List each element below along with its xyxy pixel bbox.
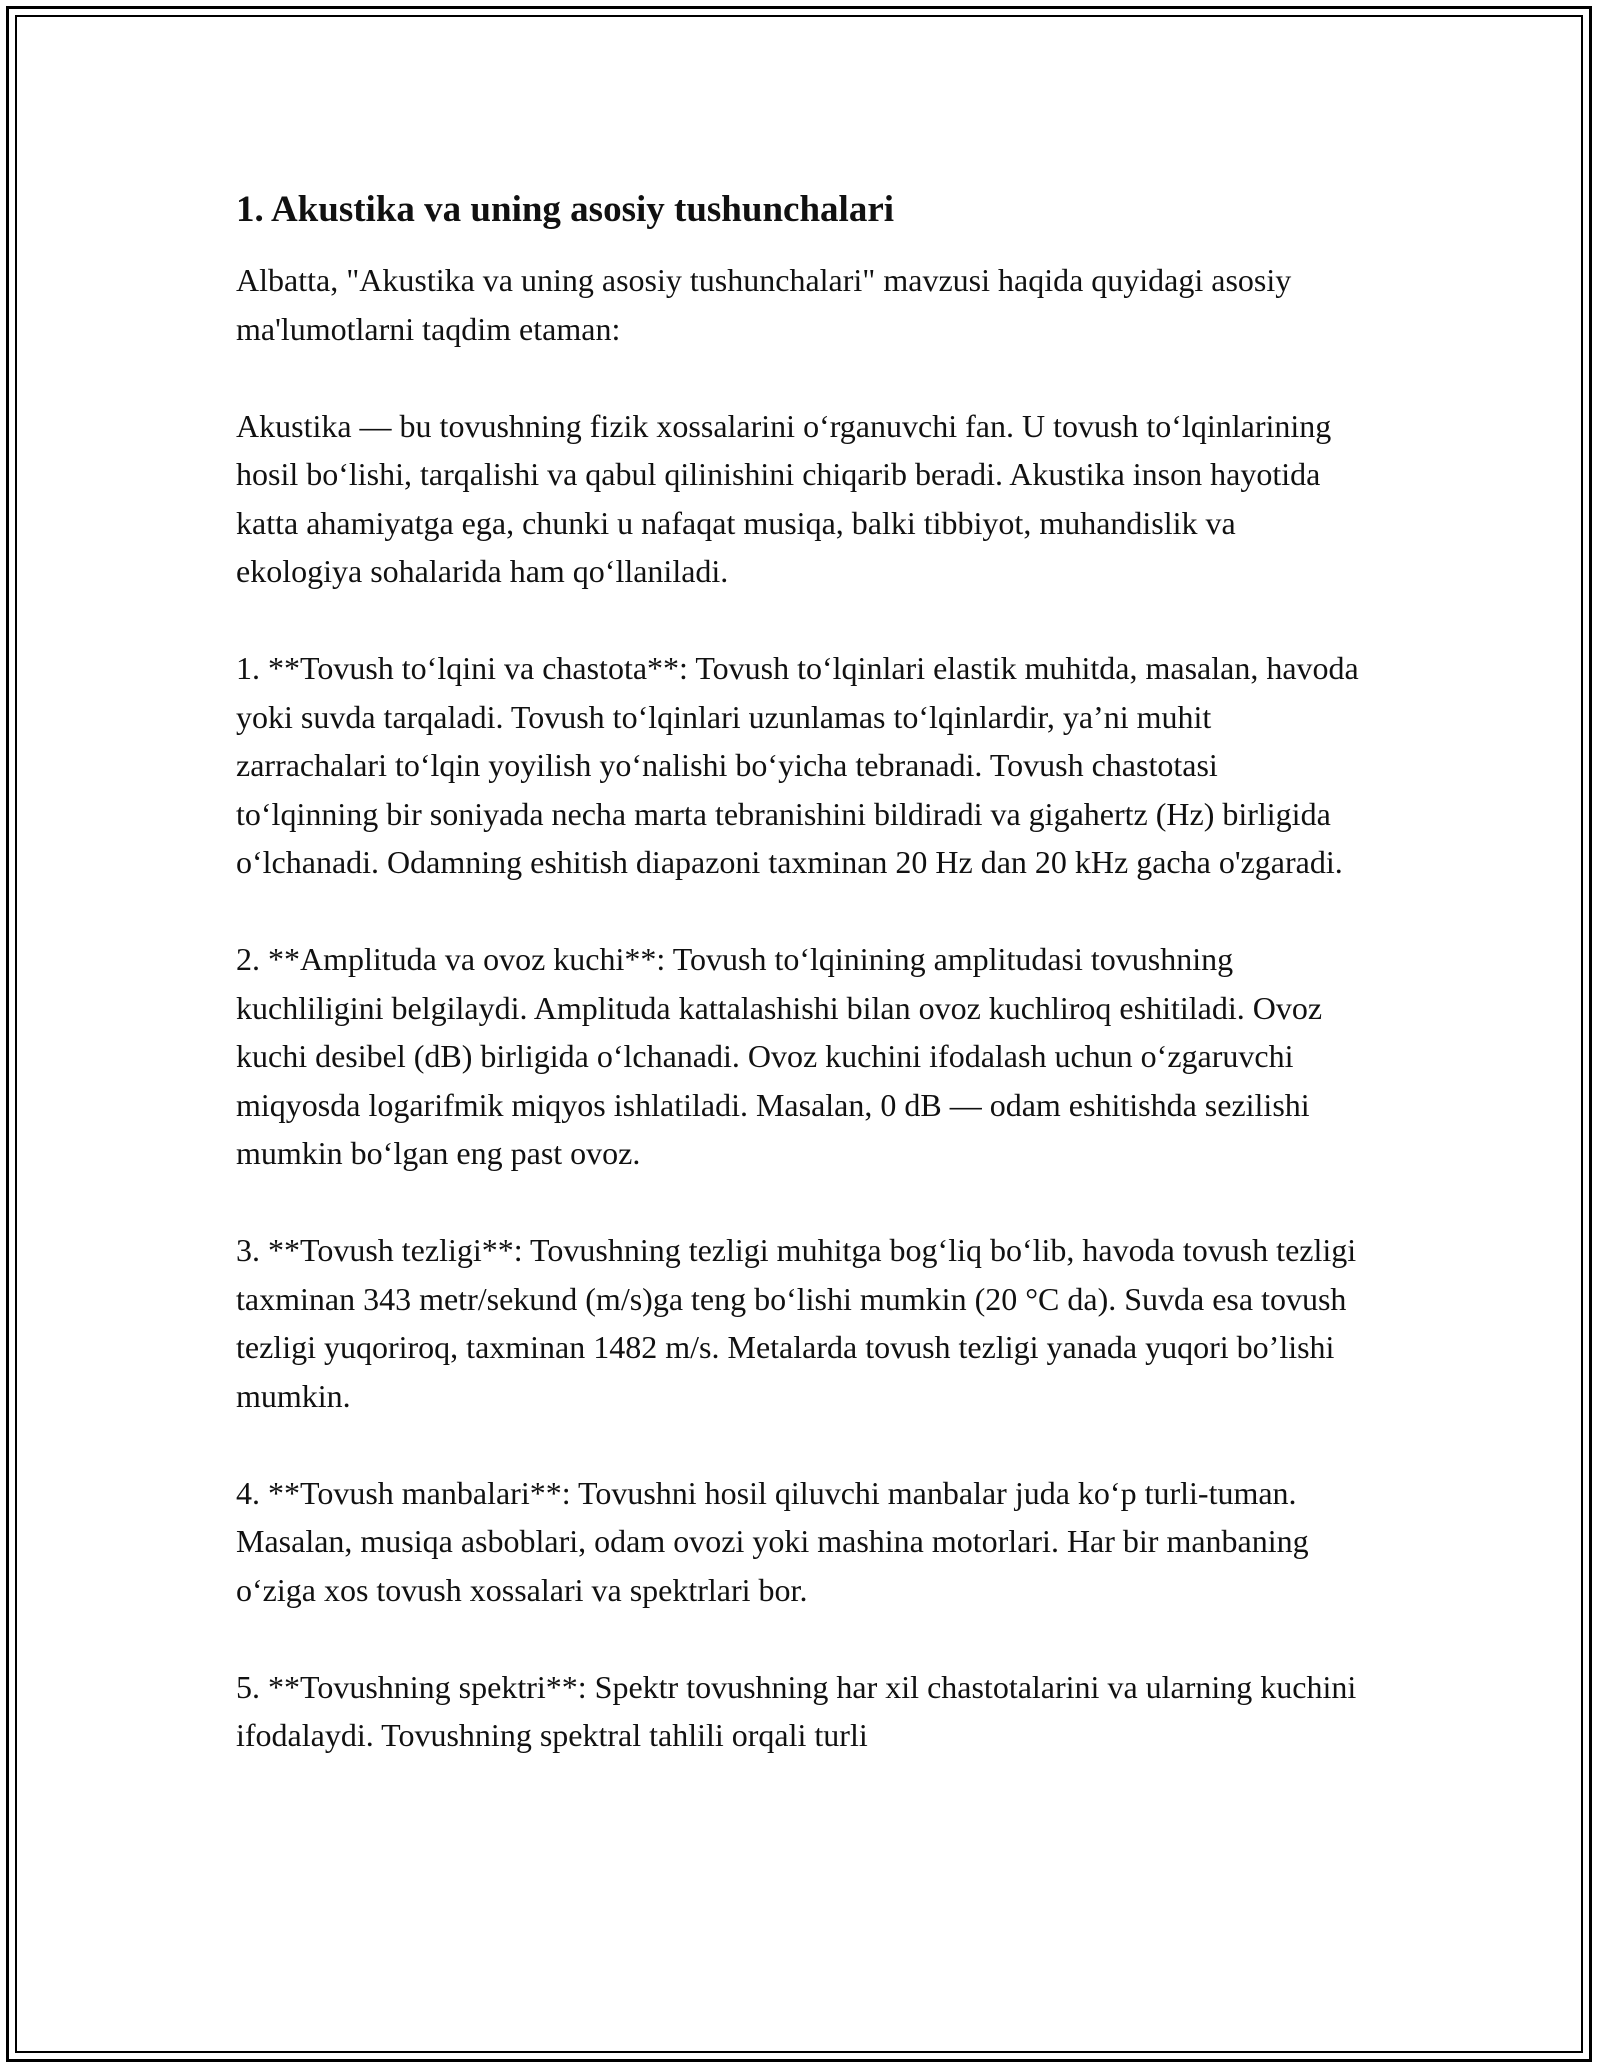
section-heading: 1. Akustika va uning asosiy tushunchalari [236, 189, 895, 230]
list-item-sources: 4. **Tovush manbalari**: Tovushni hosil qiluvchi manbalar juda koʻp turli-tuman. Masalan, musiqa asboblari, odam ovozi yoki mashina motorlari. Har bir manbaning oʻziga xos tovush xossalari va spektrlari bor. [236, 1474, 1309, 1608]
list-item-speed: 3. **Tovush tezligi**: Tovushning tezligi muhitga bogʻliq boʻlib, havoda tovush tezligi taxminan 343 metr/sekund (m/s)ga teng boʻlishi mumkin (20 °C da). Suvda esa tovush tezligi yuqoriroq, taxminan 1482 m/s. Metalarda tovush tezligi yanada yuqori bo’lishi mumkin. [236, 1232, 1357, 1414]
list-item-spectrum: 5. **Tovushning spektri**: Spektr tovushning har xil chastotalarini va ularning kuchini ifodalaydi. Tovushning spektral tahlili orqali turli [236, 1668, 1357, 1753]
definition-paragraph: Akustika — bu tovushning fizik xossalarini oʻrganuvchi fan. U tovush toʻlqinlarining hosil boʻlishi, tarqalishi va qabul qilinishini chiqarib beradi. Akustika inson hayotida katta ahamiyatga ega, chunki u nafaqat musiqa, balki tibbiyot, muhandislik va ekologiya sohalarida ham qoʻllaniladi. [236, 407, 1332, 589]
list-item-amplitude: 2. **Amplituda va ovoz kuchi**: Tovush toʻlqinining amplitudasi tovushning kuchliligini belgilaydi. Amplituda kattalashishi bilan ovoz kuchliroq eshitiladi. Ovoz kuchi desibel (dB) birligida oʻlchanadi. Ovoz kuchini ifodalash uchun oʻzgaruvchi miqyosda logarifmik miqyos ishlatiladi. Masalan, 0 dB — odam eshitishda sezilishi mumkin boʻlgan eng past ovoz. [236, 941, 1323, 1171]
list-item-wave-frequency: 1. **Tovush toʻlqini va chastota**: Tovush toʻlqinlari elastik muhitda, masalan, havoda yoki suvda tarqaladi. Tovush toʻlqinlari uzunlamas toʻlqinlardir, ya’ni muhit zarrachalari toʻlqin yoyilish yoʻnalishi boʻyicha tebranadi. Tovush chastotasi toʻlqinning bir soniyada necha marta tebranishini bildiradi va gigahertz (Hz) birligida oʻlchanadi. Odamning eshitish diapazoni taxminan 20 Hz dan 20 kHz gacha o'zgaradi. [236, 650, 1359, 880]
intro-paragraph: Albatta, "Akustika va uning asosiy tushunchalari" mavzusi haqida quyidagi asosiy ma'lumotlarni taqdim etaman: [236, 262, 1292, 347]
document-body [236, 186, 1366, 1808]
